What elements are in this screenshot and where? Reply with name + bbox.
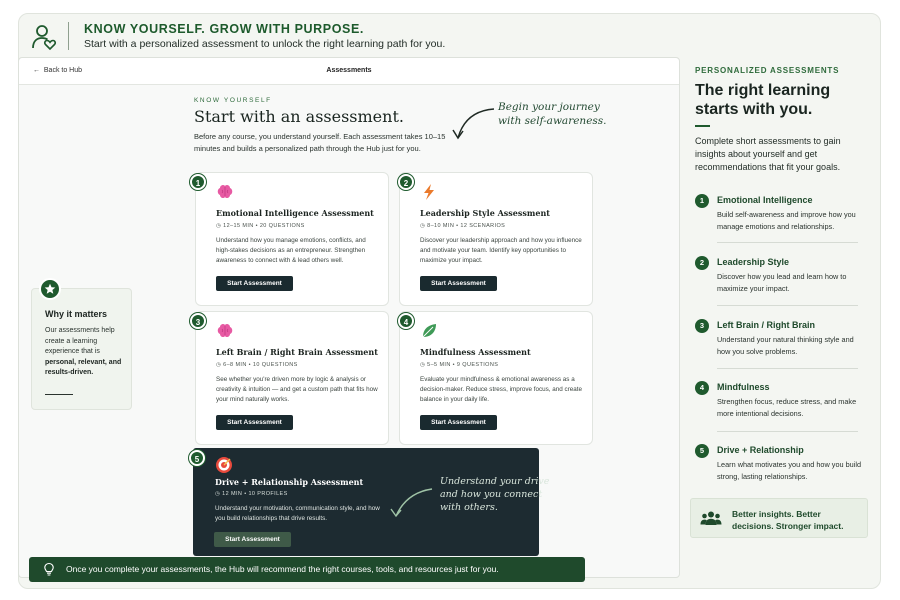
item-number-badge: 2 xyxy=(695,256,709,270)
brain-icon xyxy=(216,183,234,201)
assessment-card-emotional-intelligence xyxy=(195,172,389,306)
card-meta-text: 12 MIN • 10 PROFILES xyxy=(222,491,288,497)
header-divider xyxy=(68,22,69,50)
assessment-card-leadership-style xyxy=(399,172,593,306)
card-title: Mindfulness Assessment xyxy=(420,347,531,357)
star-icon xyxy=(44,283,56,295)
assessment-card-left-right-brain xyxy=(195,311,389,445)
item-name: Left Brain / Right Brain xyxy=(717,320,816,330)
right-panel-eyebrow: PERSONALIZED ASSESSMENTS xyxy=(695,66,840,75)
item-name: Drive + Relationship xyxy=(717,445,804,455)
right-panel-item xyxy=(694,255,858,316)
item-divider xyxy=(717,368,858,369)
script-line: with others. xyxy=(440,502,498,513)
start-assessment-button[interactable]: Start Assessment xyxy=(216,276,293,291)
item-description: Understand your natural thinking style and how you solve problems. xyxy=(717,335,854,356)
why-body-emphasis: personal, relevant, and results-driven. xyxy=(45,358,122,376)
item-number-badge: 1 xyxy=(695,194,709,208)
script-line: with self-awareness. xyxy=(498,115,607,127)
why-it-matters-card xyxy=(31,288,132,410)
card-title: Drive + Relationship Assessment xyxy=(215,477,364,487)
card-description: See whether you're driven more by logic & analysis or creativity & intuition — and get a custom path that fits how your mind naturally works. xyxy=(216,376,378,404)
header-title: KNOW YOURSELF. GROW WITH PURPOSE. xyxy=(84,22,364,36)
arrow-left-icon: ← xyxy=(33,67,40,74)
item-name: Emotional Intelligence xyxy=(717,195,813,205)
why-divider xyxy=(45,394,73,395)
team-icon xyxy=(700,510,722,526)
script-line: Understand your drive xyxy=(440,476,550,487)
card-title: Left Brain / Right Brain Assessment xyxy=(216,347,378,357)
card-meta xyxy=(420,362,498,368)
start-assessment-button[interactable]: Start Assessment xyxy=(420,415,497,430)
brain-icon xyxy=(216,322,234,340)
assessment-card-mindfulness xyxy=(399,311,593,445)
intro-script-note xyxy=(498,100,607,128)
header-subtitle: Start with a personalized assessment to unlock the right learning path for you. xyxy=(84,38,446,50)
intro-body: Before any course, you understand yourself. Each assessment takes 10–15 minutes and builds a personalized path through the Hub just for you. xyxy=(194,132,446,153)
curved-arrow-icon xyxy=(450,106,496,142)
why-body-text: Our assessments help create a learning experience that is xyxy=(45,327,115,355)
card-description: Understand your motivation, communication style, and how you build relationships that drive results. xyxy=(215,505,380,523)
clock-icon: ◷ xyxy=(216,362,224,368)
person-heart-icon xyxy=(30,23,58,51)
start-assessment-button[interactable]: Start Assessment xyxy=(216,415,293,430)
why-badge xyxy=(39,278,61,300)
card-meta xyxy=(215,491,288,497)
step-badge: 5 xyxy=(189,450,205,466)
card-meta-text: 8–10 MIN • 12 SCENARIOS xyxy=(427,223,506,229)
step-badge: 4 xyxy=(398,313,414,329)
step-badge: 2 xyxy=(398,174,414,190)
step-badge: 3 xyxy=(190,313,206,329)
item-divider xyxy=(717,305,858,306)
right-panel-body: Complete short assessments to gain insights about yourself and get recommendations that fit your goals. xyxy=(695,136,841,172)
item-description: Strengthen focus, reduce stress, and make more intentional decisions. xyxy=(717,397,857,418)
back-label: Back to Hub xyxy=(43,67,83,74)
card-meta-text: 12–15 MIN • 20 QUESTIONS xyxy=(223,223,305,229)
item-divider xyxy=(717,242,858,243)
why-title: Why it matters xyxy=(45,309,108,319)
window-title: Assessments xyxy=(326,67,372,74)
card-meta xyxy=(216,362,298,368)
intro-eyebrow: KNOW YOURSELF xyxy=(194,97,272,104)
recommendation-banner xyxy=(29,557,585,582)
leaf-icon xyxy=(420,322,438,340)
script-line: and how you connect xyxy=(440,489,543,500)
clock-icon: ◷ xyxy=(215,491,223,497)
card-description: Understand how you manage emotions, conflicts, and high-stakes decisions as an entrepreneur. Strengthen awareness to connect with & lead others well. xyxy=(216,237,366,265)
card5-script-note xyxy=(440,475,549,514)
item-number-badge: 3 xyxy=(695,319,709,333)
clock-icon: ◷ xyxy=(420,223,428,229)
item-description: Build self-awareness and improve how you manage emotions and relationships. xyxy=(717,210,856,231)
clock-icon: ◷ xyxy=(216,223,224,229)
target-icon xyxy=(215,456,233,474)
window-topbar xyxy=(19,58,679,85)
banner-text: Once you complete your assessments, the Hub will recommend the right courses, tools, and resources just for you. xyxy=(66,564,499,574)
card-meta xyxy=(420,223,505,229)
lightbulb-icon xyxy=(42,562,56,577)
card-meta-text: 6–8 MIN • 10 QUESTIONS xyxy=(223,362,298,368)
curved-arrow-icon xyxy=(388,486,434,520)
start-assessment-button[interactable]: Start Assessment xyxy=(420,276,497,291)
right-panel-item xyxy=(694,193,858,254)
right-panel-item xyxy=(694,443,861,504)
item-number-badge: 4 xyxy=(695,381,709,395)
right-panel-accent-rule xyxy=(695,125,710,127)
why-body xyxy=(45,326,131,379)
item-number-badge: 5 xyxy=(695,444,709,458)
item-name: Leadership Style xyxy=(717,257,790,267)
step-badge: 1 xyxy=(190,174,206,190)
lightning-icon xyxy=(420,183,438,201)
script-line: Begin your journey xyxy=(498,101,600,113)
item-description: Learn what motivates you and how you build strong, lasting relationships. xyxy=(717,460,861,481)
card-title: Leadership Style Assessment xyxy=(420,208,550,218)
insights-callout-text: Better insights. Better decisions. Stronger impact. xyxy=(732,509,844,531)
item-divider xyxy=(717,431,858,432)
start-assessment-button[interactable]: Start Assessment xyxy=(214,532,291,547)
insights-callout xyxy=(690,498,868,538)
right-panel-item xyxy=(694,318,858,379)
intro-title: Start with an assessment. xyxy=(194,107,404,126)
card-description: Evaluate your mindfulness & emotional awareness as a decision-maker. Reduce stress, improve focus, and create balance in your daily life. xyxy=(420,376,583,404)
right-panel-title: The right learning starts with you. xyxy=(695,82,831,118)
card-title: Emotional Intelligence Assessment xyxy=(216,208,374,218)
item-description: Discover how you lead and learn how to maximize your impact. xyxy=(717,272,847,293)
card-description: Discover your leadership approach and how you influence and motivate your team. Identify key opportunities to maximize your impact. xyxy=(420,237,582,265)
card-meta-text: 5–5 MIN • 9 QUESTIONS xyxy=(427,362,499,368)
clock-icon: ◷ xyxy=(420,362,428,368)
card-meta xyxy=(216,223,305,229)
item-name: Mindfulness xyxy=(717,382,770,392)
